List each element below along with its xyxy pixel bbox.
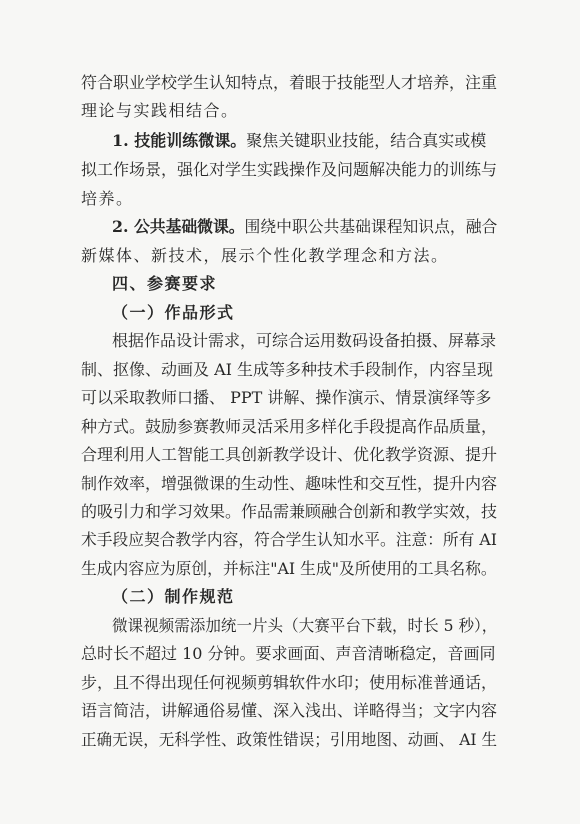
body-text-line: 微课视频需添加统一片头（大赛平台下载，时长 5 秒）， <box>112 616 498 635</box>
section-heading: 四、参赛要求 <box>112 274 218 293</box>
body-text-line: 制作效率，增强微课的生动性、趣味性和交互性，提升内容 <box>81 474 498 493</box>
body-text-line: 制、抠像、动画及 AI 生成等多种技术手段制作，内容呈现 <box>81 360 494 379</box>
section-item-public-basics <box>112 217 497 237</box>
body-text-line: 正确无误，无科学性、政策性错误；引用地图、动画、 AI 生 <box>81 730 498 749</box>
body-text-line: 的吸引力和学习效果。作品需兼顾融合创新和教学实效，技 <box>81 502 498 521</box>
section-item-skill-training <box>112 131 486 151</box>
item-label: 2. 公共基础微课。 <box>112 217 245 236</box>
body-text-line: 种方式。鼓励参赛教师灵活采用多样化手段提高作品质量， <box>81 417 498 436</box>
subsection-heading: （二）制作规范 <box>112 587 235 606</box>
body-text-line: 总时长不超过 10 分钟。要求画面、声音清晰稳定，音画同 <box>81 644 496 663</box>
body-text-line: 术手段应契合教学内容，符合学生认知水平。注意：所有 AI <box>81 530 497 549</box>
body-text-line: 新媒体、新技术，展示个性化教学理念和方法。 <box>81 246 449 265</box>
body-text-line: 可以采取教师口播、 PPT 讲解、操作演示、情景演绎等多 <box>81 388 492 407</box>
body-text-line: 符合职业学校学生认知特点，着眼于技能型人才培养，注重 <box>81 73 498 92</box>
subsection-heading: （一）作品形式 <box>112 303 235 322</box>
body-text-line: 生成内容应为原创，并标注"AI 生成"及所使用的工具名称。 <box>81 559 497 578</box>
item-text: 聚焦关键职业技能，结合真实或模 <box>246 131 487 150</box>
body-text-line: 理论与实践相结合。 <box>81 101 239 120</box>
body-text-line: 合理利用人工智能工具创新教学设计、优化教学资源、提升 <box>81 445 498 464</box>
item-label: 1. 技能训练微课。 <box>112 131 247 150</box>
body-text-line: 语言简洁，讲解通俗易懂、深入浅出、详略得当；文字内容 <box>81 701 498 720</box>
body-text-line: 根据作品设计需求，可综合运用数码设备拍摄、屏幕录 <box>112 331 497 350</box>
body-text-line: 步，且不得出现任何视频剪辑软件水印；使用标准普通话， <box>81 673 498 692</box>
body-text-line: 拟工作场景，强化对学生实践操作及问题解决能力的训练与 <box>81 160 498 179</box>
body-text-line: 培养。 <box>81 189 134 208</box>
item-text: 围绕中职公共基础课程知识点，融合 <box>244 217 498 236</box>
